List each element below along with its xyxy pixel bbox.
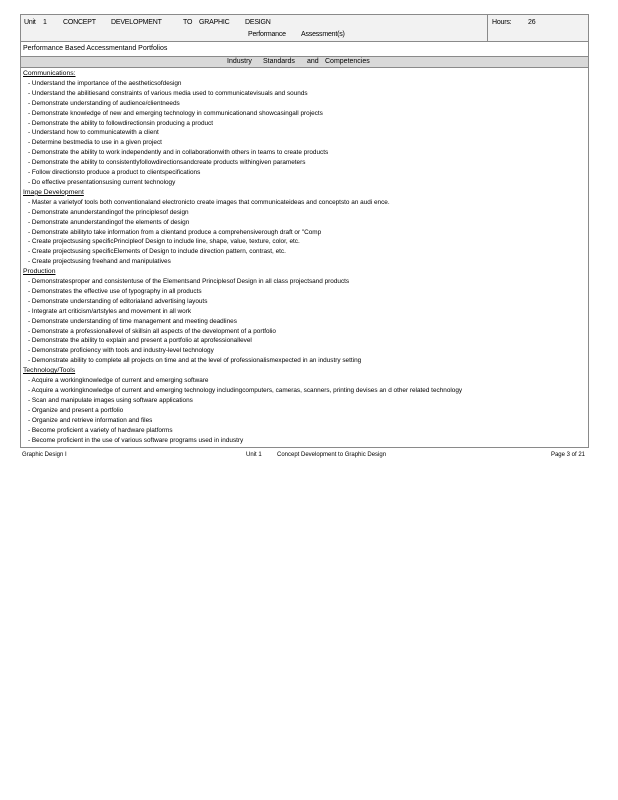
list-item: - Follow directionsto produce a product to clientspecifications	[28, 169, 201, 177]
footer-unit: Unit 1	[246, 452, 262, 459]
list-item: - Demonstrate ability to complete all projects on time and at the level of professionalismexpected in an industry setting	[28, 357, 362, 365]
unit-title-word-4: GRAPHIC	[199, 19, 230, 26]
footer-unit-title: Concept Development to Graphic Design	[277, 452, 387, 459]
unit-title-word-5: DESIGN	[245, 19, 271, 26]
list-item: - Organize and retrieve information and files	[28, 416, 153, 424]
standards-bar	[20, 56, 589, 68]
list-item: - Become proficient in the use of various software programs used in industry	[28, 436, 244, 444]
hours-label: Hours:	[492, 19, 512, 26]
assessment-label: Assessment(s)	[301, 31, 345, 38]
section-technology-tools	[23, 366, 586, 445]
list-item: - Demonstrate the ability to explain and present a portfolio at aprofessionallevel	[28, 337, 252, 345]
list-item: - Organize and present a portfolio	[28, 406, 124, 414]
list-item: - Demonstrate knowledge of new and emerging technology in communicationand showcasingall projects	[28, 109, 323, 117]
section-title: Image Development	[23, 188, 84, 196]
list-item: - Create projectsusing freehand and manipulatives	[28, 258, 171, 266]
list-item: - Demonstratesproper and consistentuse of the Elementsand Principlesof Design in all class projectsand products	[28, 278, 350, 286]
list-item: - Demonstrate the ability to work independently and in collaborationwith others in teams to create products	[28, 149, 329, 157]
standards-word-1: Industry	[227, 58, 252, 65]
unit-number: 1	[43, 19, 47, 26]
section-title: Production	[23, 268, 56, 276]
list-item: - Become proficient a variety of hardware platforms	[28, 426, 173, 434]
performance-label: Performance	[248, 31, 286, 38]
list-item: - Create projectsusing specificPrincipleof Design to include line, shape, value, texture, color, etc.	[28, 238, 300, 246]
list-item: - Demonstrate anunderstandingof the principlesof design	[28, 208, 189, 216]
list-item: - Create projectsusing specificElements of Design to include direction pattern, contrast, etc.	[28, 248, 286, 256]
list-item: - Demonstrates the effective use of typography in all products	[28, 287, 202, 295]
standards-word-2: Standards	[263, 58, 295, 65]
list-item: - Demonstrate understanding of editorialand advertising layouts	[28, 297, 208, 305]
list-item: - Demonstrate a professionallevel of skillsin all aspects of the development of a portfolio	[28, 327, 276, 335]
unit-title-word-1: CONCEPT	[63, 19, 96, 26]
list-item: - Acquire a workingknowledge of current and emerging software	[28, 377, 209, 385]
unit-title-word-3: TO	[183, 19, 193, 26]
hours-value: 26	[528, 19, 536, 26]
list-item: - Demonstrate the ability to consistentlyfollowdirectionsandcreate products withingiven parameters	[28, 159, 306, 167]
standards-word-4: Competencies	[325, 58, 370, 65]
section-production	[23, 267, 586, 366]
list-item: - Demonstrate anunderstandingof the elements of design	[28, 218, 190, 226]
list-item: - Determine bestmedia to use in a given project	[28, 139, 162, 147]
header-divider	[487, 15, 488, 41]
page-footer	[20, 452, 589, 464]
list-item: - Do effective presentationsusing current technology	[28, 178, 176, 186]
competencies-list	[20, 68, 589, 448]
list-item: - Understand how to communicatewith a client	[28, 129, 159, 137]
document-page	[20, 14, 589, 464]
list-item: - Demonstrate understanding of time management and meeting deadlines	[28, 317, 237, 325]
list-item: - Demonstrate abilityto take information from a clientand produce a comprehensiverough draft or "Comp	[28, 228, 322, 236]
unit-header	[20, 14, 589, 42]
section-image-development	[23, 188, 586, 267]
footer-page-number: Page 3 of 21	[550, 452, 585, 459]
unit-label: Unit	[24, 19, 36, 26]
section-title: Communications:	[23, 70, 76, 77]
list-item: - Demonstrate the ability to followdirectionsin producing a product	[28, 119, 214, 127]
list-item: - Integrate art criticism/artstyles and movement in all work	[28, 307, 192, 315]
list-item: - Demonstrate understanding of audience/clientneeds	[28, 99, 180, 107]
list-item: - Scan and manipulate images using software applications	[28, 396, 193, 404]
list-item: - Master a varietyof tools both conventionaland electronicto create images that communicateideas and conceptsto an audi ence.	[28, 198, 390, 206]
list-item: - Understand the importance of the aestheticsofdesign	[28, 79, 182, 87]
footer-course: Graphic Design I	[22, 452, 67, 459]
section-title: Technology/Tools	[23, 367, 76, 375]
list-item: - Demonstrate proficiency with tools and industry-level technology	[28, 347, 214, 355]
assessment-subheader: Performance Based Accessmentand Portfolios	[20, 42, 589, 56]
section-communications	[23, 69, 586, 188]
unit-title-word-2: DEVELOPMENT	[111, 19, 162, 26]
standards-word-3: and	[307, 58, 319, 65]
list-item: - Understand the abilitiesand constraints of various media used to communicatevisuals and sounds	[28, 89, 308, 97]
list-item: - Acquire a workingknowledge of current and emerging technology includingcomputers, cameras, scanners, printing devises an d other related technology	[28, 387, 463, 394]
